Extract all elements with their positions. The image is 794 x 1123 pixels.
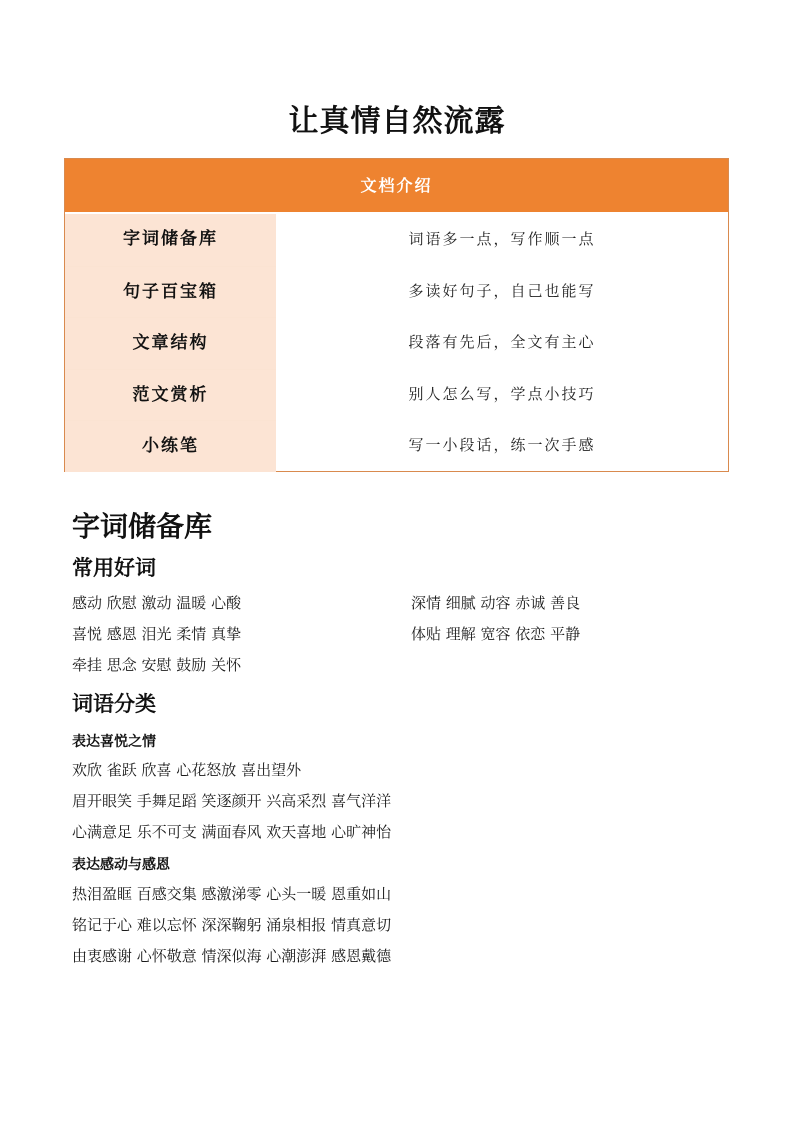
common-words-right bbox=[411, 588, 580, 650]
intro-row bbox=[65, 266, 728, 318]
intro-table bbox=[64, 158, 729, 472]
word-line: 由衷感谢 心怀敬意 情深似海 心潮澎湃 感恩戴德 bbox=[72, 947, 392, 965]
word-line: 感动 欣慰 激动 温暖 心酸 bbox=[72, 594, 242, 612]
intro-row-name: 字词储备库 bbox=[65, 214, 276, 266]
word-line: 铭记于心 难以忘怀 深深鞠躬 涌泉相报 情真意切 bbox=[72, 916, 392, 934]
intro-row-name: 文章结构 bbox=[65, 317, 276, 369]
intro-row-name: 范文赏析 bbox=[65, 369, 276, 421]
group-label-gratitude: 表达感动与感恩 bbox=[72, 857, 170, 873]
classify-heading: 词语分类 bbox=[72, 692, 156, 716]
group-label-joy: 表达喜悦之情 bbox=[72, 734, 156, 750]
word-line: 体贴 理解 宽容 依恋 平静 bbox=[411, 625, 581, 643]
intro-row-desc: 写一小段话，练一次手感 bbox=[408, 436, 596, 454]
common-words-heading: 常用好词 bbox=[72, 556, 156, 580]
document-title: 让真情自然流露 bbox=[288, 104, 506, 139]
intro-row-name: 小练笔 bbox=[65, 420, 276, 472]
intro-row bbox=[65, 369, 728, 421]
word-line: 热泪盈眶 百感交集 感激涕零 心头一暖 恩重如山 bbox=[72, 885, 392, 903]
intro-row-name: 句子百宝箱 bbox=[65, 266, 276, 318]
word-line: 眉开眼笑 手舞足蹈 笑逐颜开 兴高采烈 喜气洋洋 bbox=[72, 792, 392, 810]
joy-words bbox=[72, 755, 391, 848]
common-words-left bbox=[72, 588, 241, 681]
word-line: 喜悦 感恩 泪光 柔情 真挚 bbox=[72, 625, 242, 643]
intro-row-desc: 词语多一点，写作顺一点 bbox=[408, 230, 596, 248]
word-line: 牵挂 思念 安慰 鼓励 关怀 bbox=[72, 656, 242, 674]
intro-row bbox=[65, 420, 728, 472]
word-line: 欢欣 雀跃 欣喜 心花怒放 喜出望外 bbox=[72, 761, 302, 779]
intro-row bbox=[65, 214, 728, 266]
word-line: 深情 细腻 动容 赤诚 善良 bbox=[411, 594, 581, 612]
intro-row-desc: 别人怎么写，学点小技巧 bbox=[408, 384, 596, 403]
section-heading: 字词储备库 bbox=[72, 510, 213, 543]
gratitude-words bbox=[72, 879, 391, 972]
intro-row bbox=[65, 317, 728, 369]
intro-row-desc: 段落有先后，全文有主心 bbox=[408, 333, 596, 351]
intro-table-header: 文档介绍 bbox=[65, 159, 728, 214]
word-line: 心满意足 乐不可支 满面春风 欢天喜地 心旷神怡 bbox=[72, 823, 392, 841]
intro-row-desc: 多读好句子，自己也能写 bbox=[408, 281, 596, 300]
